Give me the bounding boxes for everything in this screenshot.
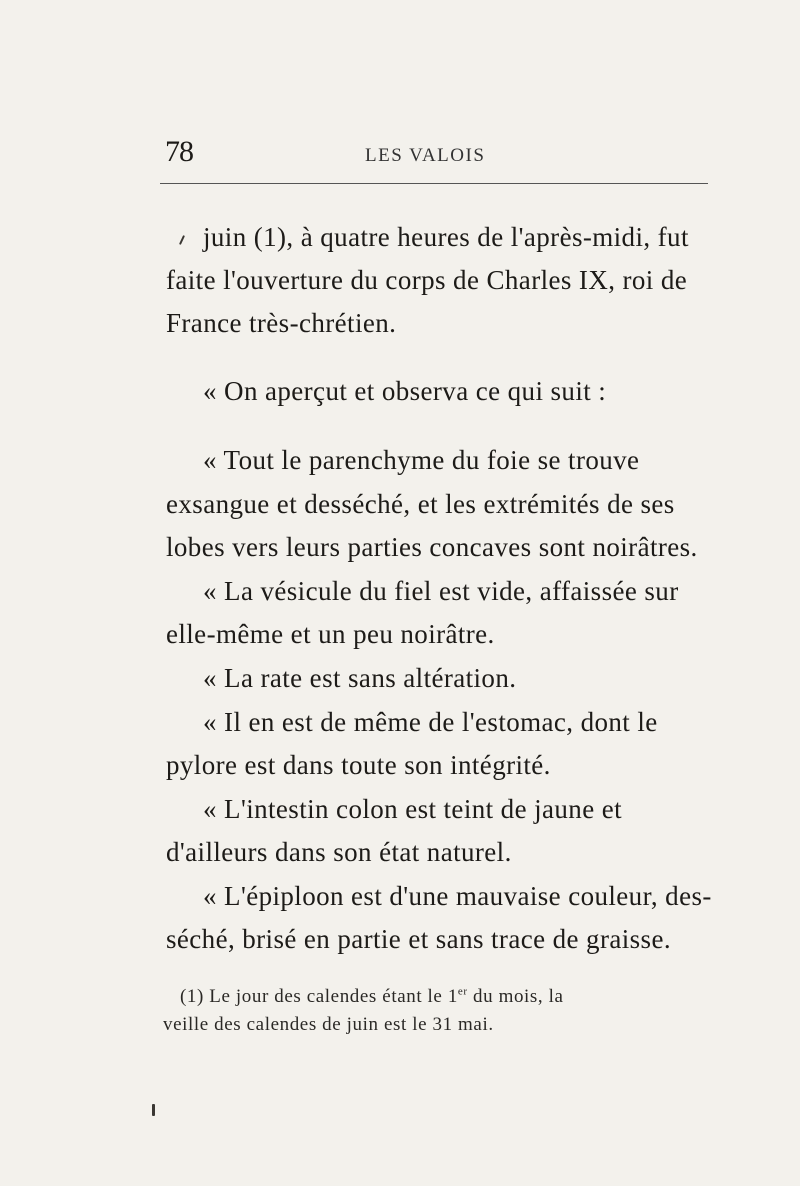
footnote-line: veille des calendes de juin est le 31 mai. xyxy=(163,1014,494,1035)
page-header xyxy=(165,135,715,175)
body-line: « Tout le parenchyme du foie se trouve xyxy=(203,445,640,475)
body-line: d'ailleurs dans son état naturel. xyxy=(166,837,512,867)
running-title: LES VALOIS xyxy=(365,145,486,166)
body-line: juin (1), à quatre heures de l'après-midi, fut xyxy=(203,222,689,252)
body-line: « On aperçut et observa ce qui suit : xyxy=(203,376,607,406)
footnote-superscript: er xyxy=(457,985,468,998)
body-line: « La vésicule du fiel est vide, affaissée sur xyxy=(203,576,679,606)
body-line: « L'épiploon est d'une mauvaise couleur, des- xyxy=(203,881,712,911)
body-line: France très-chrétien. xyxy=(166,308,397,338)
footnote-text: (1) Le jour des calendes étant le 1 xyxy=(180,986,458,1007)
body-line: exsangue et desséché, et les extrémités de ses xyxy=(166,489,675,519)
body-line: séché, brisé en partie et sans trace de graisse. xyxy=(166,924,671,954)
footnote-text: du mois, la xyxy=(467,986,564,1007)
body-line: « La rate est sans altération. xyxy=(203,663,517,693)
ink-speck xyxy=(152,1104,155,1116)
ink-speck xyxy=(179,235,185,245)
page-number: 78 xyxy=(165,135,193,168)
body-line: pylore est dans toute son intégrité. xyxy=(166,750,551,780)
body-line: faite l'ouverture du corps de Charles IX, roi de xyxy=(166,265,688,295)
header-rule xyxy=(160,183,708,184)
body-line: elle-même et un peu noirâtre. xyxy=(166,619,495,649)
body-line: « Il en est de même de l'estomac, dont le xyxy=(203,707,658,737)
body-line: lobes vers leurs parties concaves sont noirâtres. xyxy=(166,532,698,562)
body-line: « L'intestin colon est teint de jaune et xyxy=(203,794,623,824)
footnote-line xyxy=(180,986,564,1008)
